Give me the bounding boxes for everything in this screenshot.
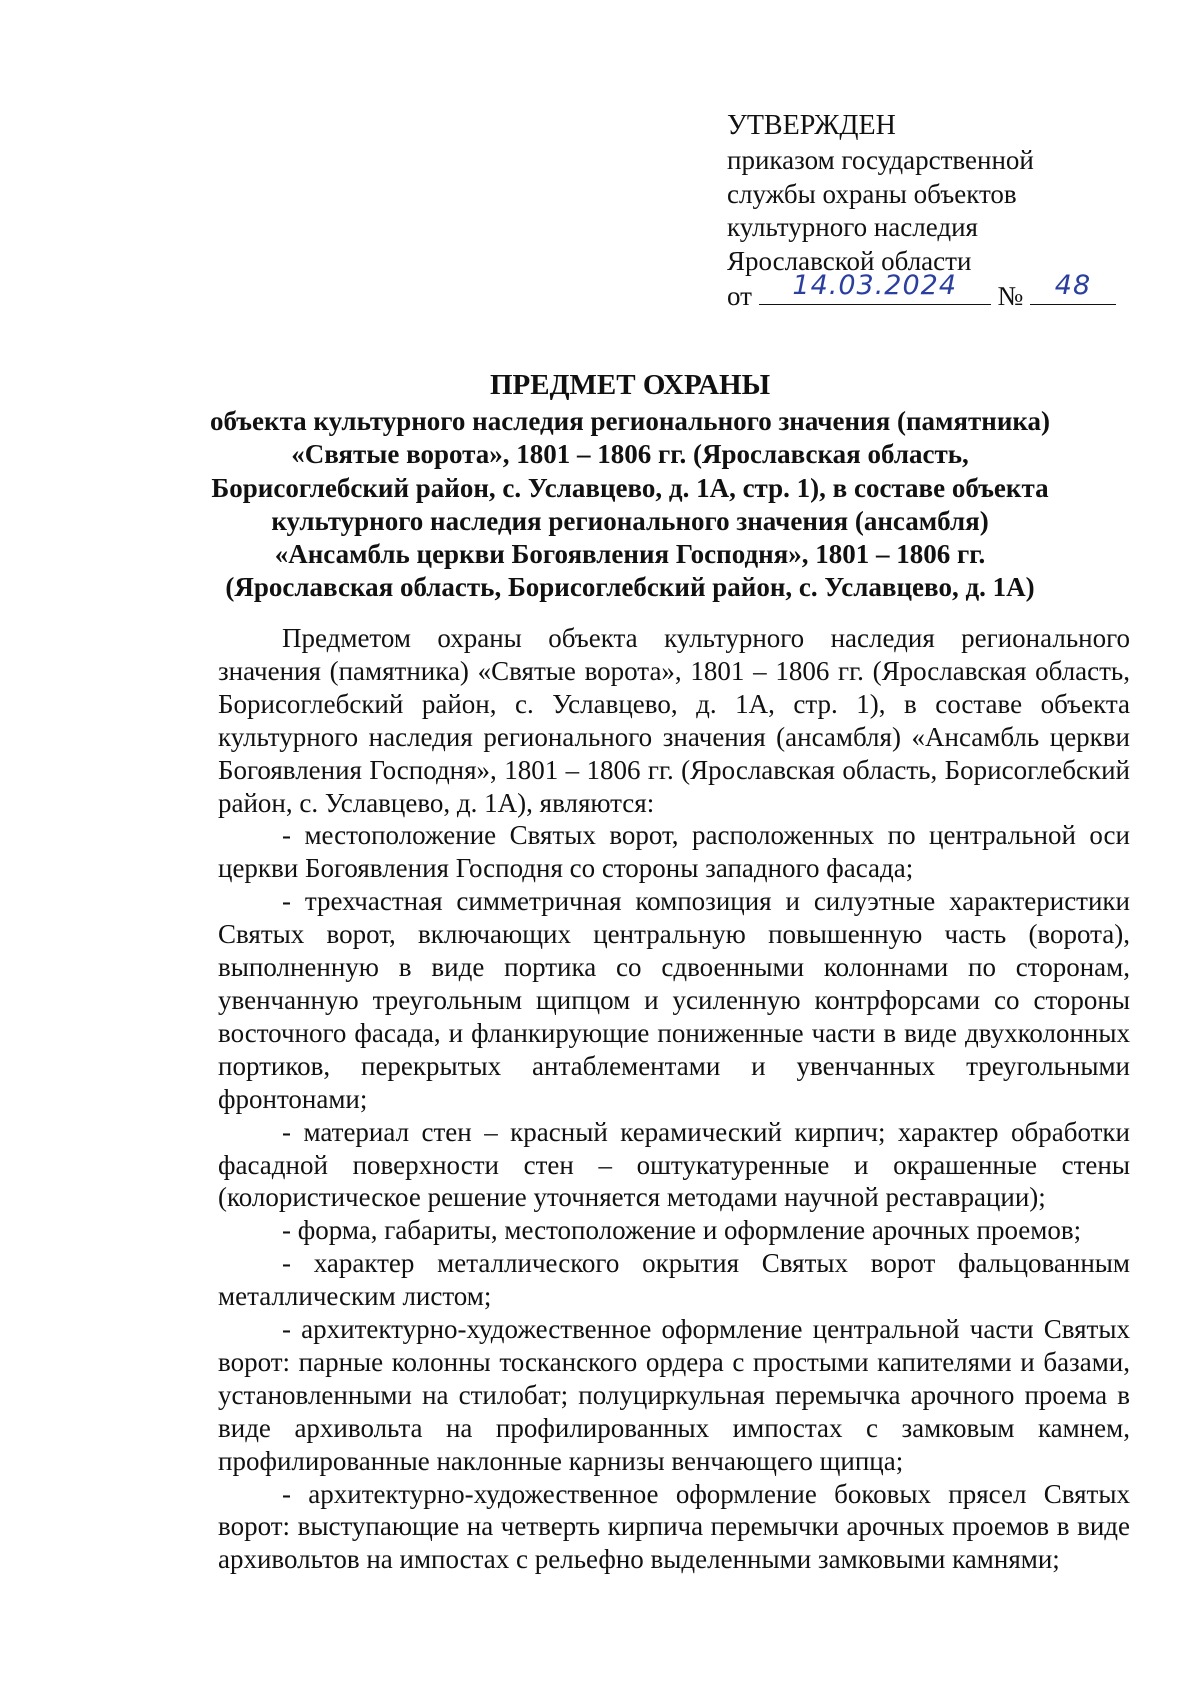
body-paragraph: - трехчастная симметричная композиция и силуэтные характеристики Святых ворот, включающих центральную повышенную часть (ворота), выполненную в виде портика со сдвоенными колоннами по сторонам, увенчанную треугольным щипцом и усиленную контрфорсами со стороны восточного фасада, и фланкирующие пониженные части в виде двухколонных портиков, перекрытых антаблементами и увенчанных треугольными фронтонами; xyxy=(218,886,1130,1114)
approval-line: приказом государственной xyxy=(727,145,1034,175)
date-blank xyxy=(759,269,991,305)
body-paragraph: - местоположение Святых ворот, расположенных по центральной оси церкви Богоявления Господня со стороны западного фасада; xyxy=(218,820,1130,884)
approval-line: службы охраны объектов xyxy=(727,178,1017,209)
approval-line: Ярославской области xyxy=(727,245,972,276)
date-prefix: от xyxy=(727,281,752,311)
document-body xyxy=(218,622,1130,1576)
number-sign: № xyxy=(997,281,1024,311)
approval-line: культурного наследия xyxy=(727,212,978,242)
body-paragraph: - архитектурно-художественное оформление боковых прясел Святых ворот: выступающие на четверть кирпича перемычки арочных проемов в виде архивольтов на импостах с рельефно выделенными замковыми камнями; xyxy=(218,1478,1130,1575)
body-paragraph: - материал стен – красный керамический кирпич; характер обработки фасадной поверхности стен – оштукатуренные и окрашенные стены (колористическое решение уточняется методами научной реставрации); xyxy=(218,1116,1130,1213)
document-heading xyxy=(205,365,1055,605)
document-subtitle: объекта культурного наследия регионального значения (памятника) «Святые ворота», 1801 – 1806 гг. (Ярославская область, Борисоглебский район, с. Уславцево, д. 1А, стр. 1), в составе объекта культурного наследия регионального значения (ансамбля) «Ансамбль церкви Богоявления Господня», 1801 – 1806 гг. (Ярославская область, Борисоглебский район, с. Уславцево, д. 1А) xyxy=(209,406,1051,603)
handwritten-number: 48 xyxy=(1054,269,1092,301)
approval-title: УТВЕРЖДЕН xyxy=(727,110,896,141)
approval-date-number-row xyxy=(727,269,1147,314)
body-paragraph: - характер металлического окрытия Святых ворот фальцованным металлическим листом; xyxy=(218,1248,1130,1312)
approval-block xyxy=(727,108,1147,314)
number-blank xyxy=(1030,269,1116,305)
body-paragraph: Предметом охраны объекта культурного наследия регионального значения (памятника) «Святые ворота», 1801 – 1806 гг. (Ярославская область, Борисоглебский район, с. Уславцево, д. 1А, стр. 1), в составе объекта культурного наследия регионального значения (ансамбля) «Ансамбль церкви Богоявления Господня», 1801 – 1806 гг. (Ярославская область, Борисоглебский район, с. Уславцево, д. 1А), являются: xyxy=(218,623,1130,818)
body-paragraph: - архитектурно-художественное оформление центральной части Святых ворот: парные колонны тосканского ордера с простыми капителями и базами, установленными на стилобат; полуциркульная перемычка арочного проема в виде архивольта на профилированных импостах с замковым камнем, профилированные наклонные карнизы венчающего щипца; xyxy=(218,1314,1130,1476)
document-title: ПРЕДМЕТ ОХРАНЫ xyxy=(489,369,771,401)
body-paragraph: - форма, габариты, местоположение и оформление арочных проемов; xyxy=(282,1215,1082,1246)
handwritten-date: 14.03.2024 xyxy=(792,269,957,301)
